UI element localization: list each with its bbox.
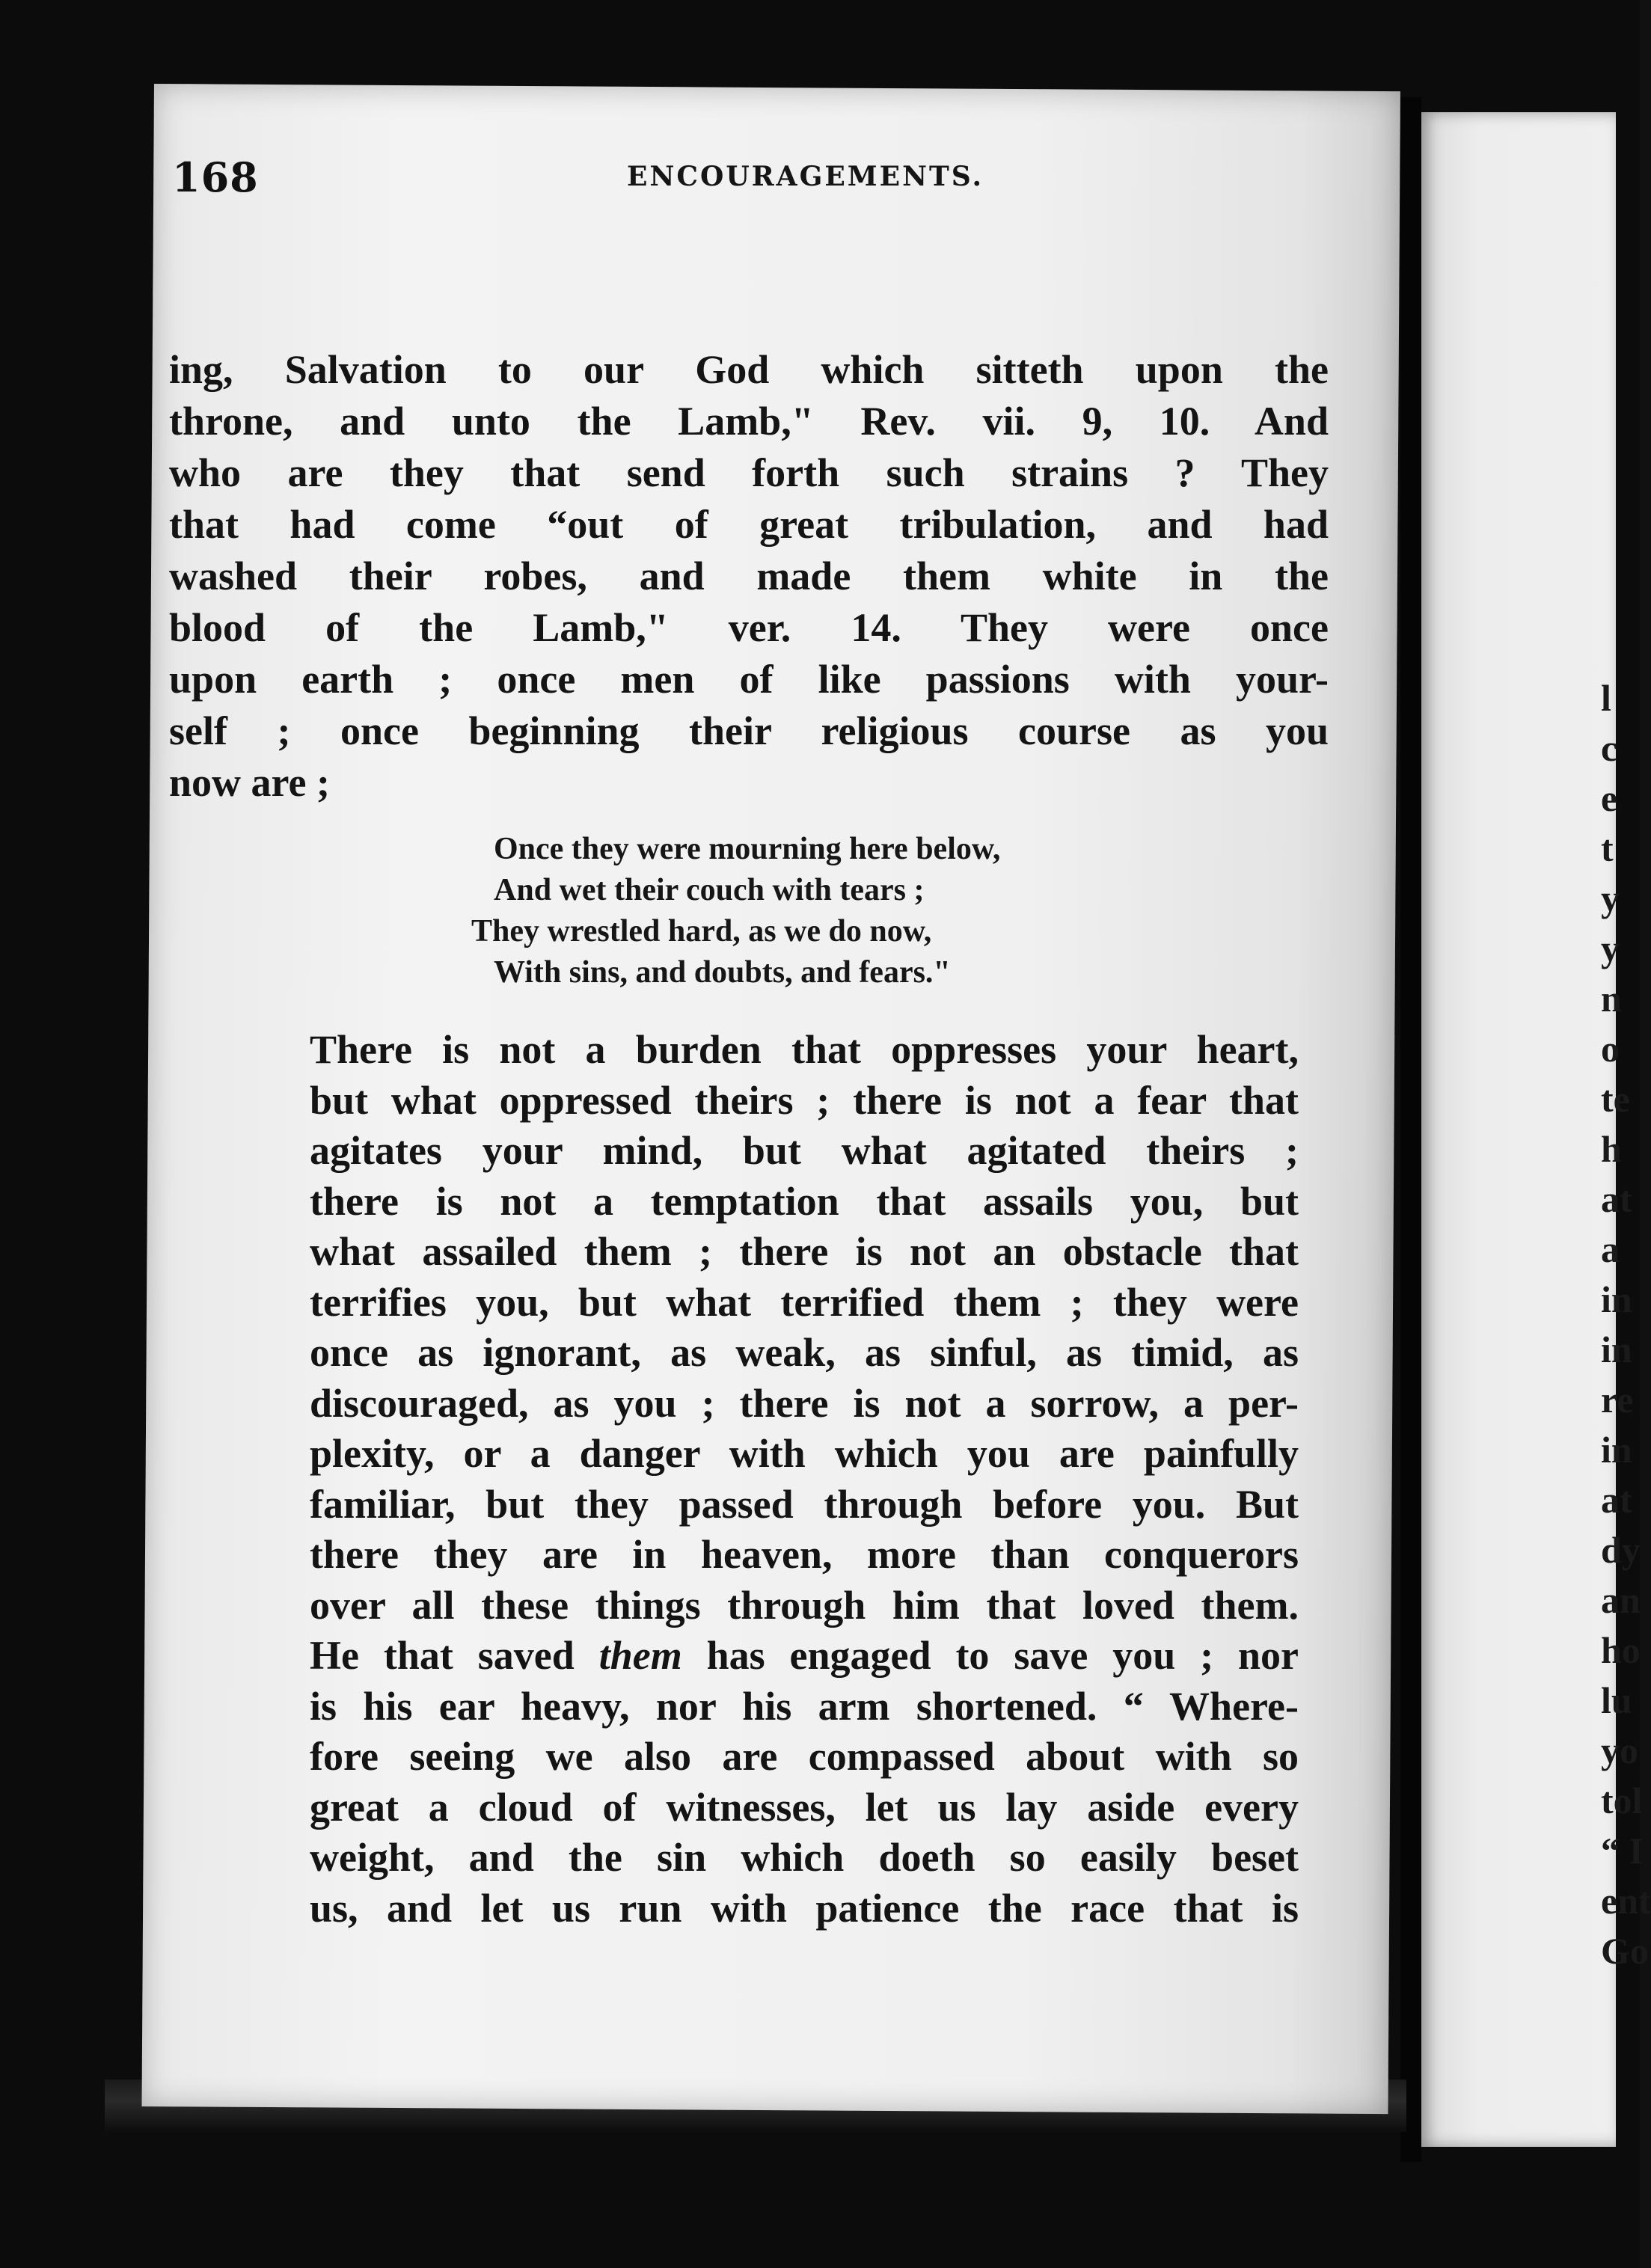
facing-page-fragment: in bbox=[1601, 1328, 1632, 1370]
text-line: terrifies you, but what terrified them ; they were bbox=[310, 1279, 1299, 1325]
facing-page-fragment: at bbox=[1601, 1178, 1632, 1220]
text-line: upon earth ; once men of like passions with your- bbox=[169, 657, 1329, 702]
text-line: discouraged, as you ; there is not a sorrow, a per- bbox=[310, 1380, 1299, 1426]
text-line: now are ; bbox=[169, 760, 330, 805]
text-line: is his ear heavy, nor his arm shortened. “ Where- bbox=[310, 1683, 1299, 1729]
facing-page-fragment: te bbox=[1601, 1078, 1630, 1120]
facing-page-fragment: “ I bbox=[1601, 1830, 1644, 1872]
facing-page-fragment: t bbox=[1601, 827, 1614, 869]
facing-page-fragment: at bbox=[1601, 1479, 1632, 1521]
text-line: that had come “out of great tribulation, and had bbox=[169, 502, 1329, 547]
text-line: fore seeing we also are compassed about with so bbox=[310, 1734, 1299, 1779]
facing-page-fragment: h bbox=[1601, 1128, 1622, 1170]
text-line: who are they that send forth such strains ? They bbox=[169, 450, 1329, 495]
text-line: there they are in heaven, more than conquerors bbox=[310, 1532, 1299, 1577]
poem-quote bbox=[471, 829, 1145, 993]
facing-page-fragment: re bbox=[1601, 1379, 1634, 1420]
text-line: throne, and unto the Lamb," Rev. vii. 9, 10. And bbox=[169, 399, 1329, 444]
book-gutter bbox=[1400, 97, 1421, 2162]
facing-page-fragment: Go bbox=[1601, 1930, 1649, 1972]
facing-page-fragment: in bbox=[1601, 1429, 1632, 1471]
facing-page-text-fragments bbox=[1601, 673, 1651, 1976]
poem-line: They wrestled hard, as we do now, bbox=[471, 914, 932, 948]
poem-line: With sins, and doubts, and fears." bbox=[494, 955, 951, 990]
text-line-with-italic bbox=[310, 1631, 1299, 1682]
text-line: ing, Salvation to our God which sitteth upon the bbox=[169, 347, 1329, 392]
text-line: us, and let us run with patience the race that is bbox=[310, 1885, 1299, 1931]
text-fragment: has engaged to save you ; nor bbox=[681, 1633, 1299, 1678]
facing-page-fragment: lu bbox=[1601, 1679, 1632, 1721]
text-line: washed their robes, and made them white in the bbox=[169, 554, 1329, 598]
text-line: agitates your mind, but what agitated theirs ; bbox=[310, 1128, 1299, 1173]
facing-page-fragment: c bbox=[1601, 727, 1618, 769]
text-line: over all these things through him that loved them. bbox=[310, 1582, 1299, 1628]
facing-page-fragment: ent bbox=[1601, 1880, 1651, 1922]
page-header bbox=[172, 153, 1219, 206]
facing-page bbox=[1421, 112, 1616, 2147]
facing-page-fragment: yo bbox=[1601, 1729, 1638, 1771]
text-line: great a cloud of witnesses, let us lay aside every bbox=[310, 1784, 1299, 1830]
facing-page-fragment: n bbox=[1601, 978, 1622, 1020]
facing-page-fragment: o bbox=[1601, 1028, 1620, 1070]
text-line: once as ignorant, as weak, as sinful, as timid, as bbox=[310, 1330, 1299, 1375]
facing-page-fragment: a bbox=[1601, 1228, 1620, 1270]
facing-page-fragment: in bbox=[1601, 1278, 1632, 1320]
poem-line: Once they were mourning here below, bbox=[494, 832, 1001, 866]
facing-page-fragment: tol bbox=[1601, 1780, 1643, 1821]
text-line: plexity, or a danger with which you are painfully bbox=[310, 1431, 1299, 1476]
facing-page-fragment: an bbox=[1601, 1579, 1641, 1621]
text-line: weight, and the sin which doeth so easily beset bbox=[310, 1835, 1299, 1880]
facing-page-fragment: dy bbox=[1601, 1529, 1641, 1571]
text-line: but what oppressed theirs ; there is not a fear that bbox=[310, 1077, 1299, 1123]
text-line: familiar, but they passed through before you. But bbox=[310, 1481, 1299, 1527]
facing-page-fragment: l bbox=[1601, 677, 1611, 719]
page-number: 168 bbox=[172, 153, 259, 201]
paragraph-1 bbox=[169, 344, 1329, 809]
poem-line: And wet their couch with tears ; bbox=[494, 873, 925, 907]
text-line: what assailed them ; there is not an obstacle that bbox=[310, 1229, 1299, 1274]
text-line: there is not a temptation that assails you, but bbox=[310, 1178, 1299, 1224]
running-head: ENCOURAGEMENTS. bbox=[627, 161, 984, 192]
text-fragment: He that saved bbox=[310, 1633, 599, 1678]
text-line: blood of the Lamb," ver. 14. They were once bbox=[169, 605, 1329, 650]
paragraph-2 bbox=[310, 1025, 1299, 1934]
italic-emphasis: them bbox=[598, 1633, 682, 1678]
facing-page-fragment: ho bbox=[1601, 1629, 1641, 1671]
facing-page-fragment: y bbox=[1601, 877, 1620, 919]
text-line: There is not a burden that oppresses your heart, bbox=[310, 1027, 1299, 1072]
text-line: self ; once beginning their religious course as you bbox=[169, 708, 1329, 753]
facing-page-fragment: e bbox=[1601, 777, 1618, 819]
facing-page-fragment: y bbox=[1601, 928, 1620, 969]
